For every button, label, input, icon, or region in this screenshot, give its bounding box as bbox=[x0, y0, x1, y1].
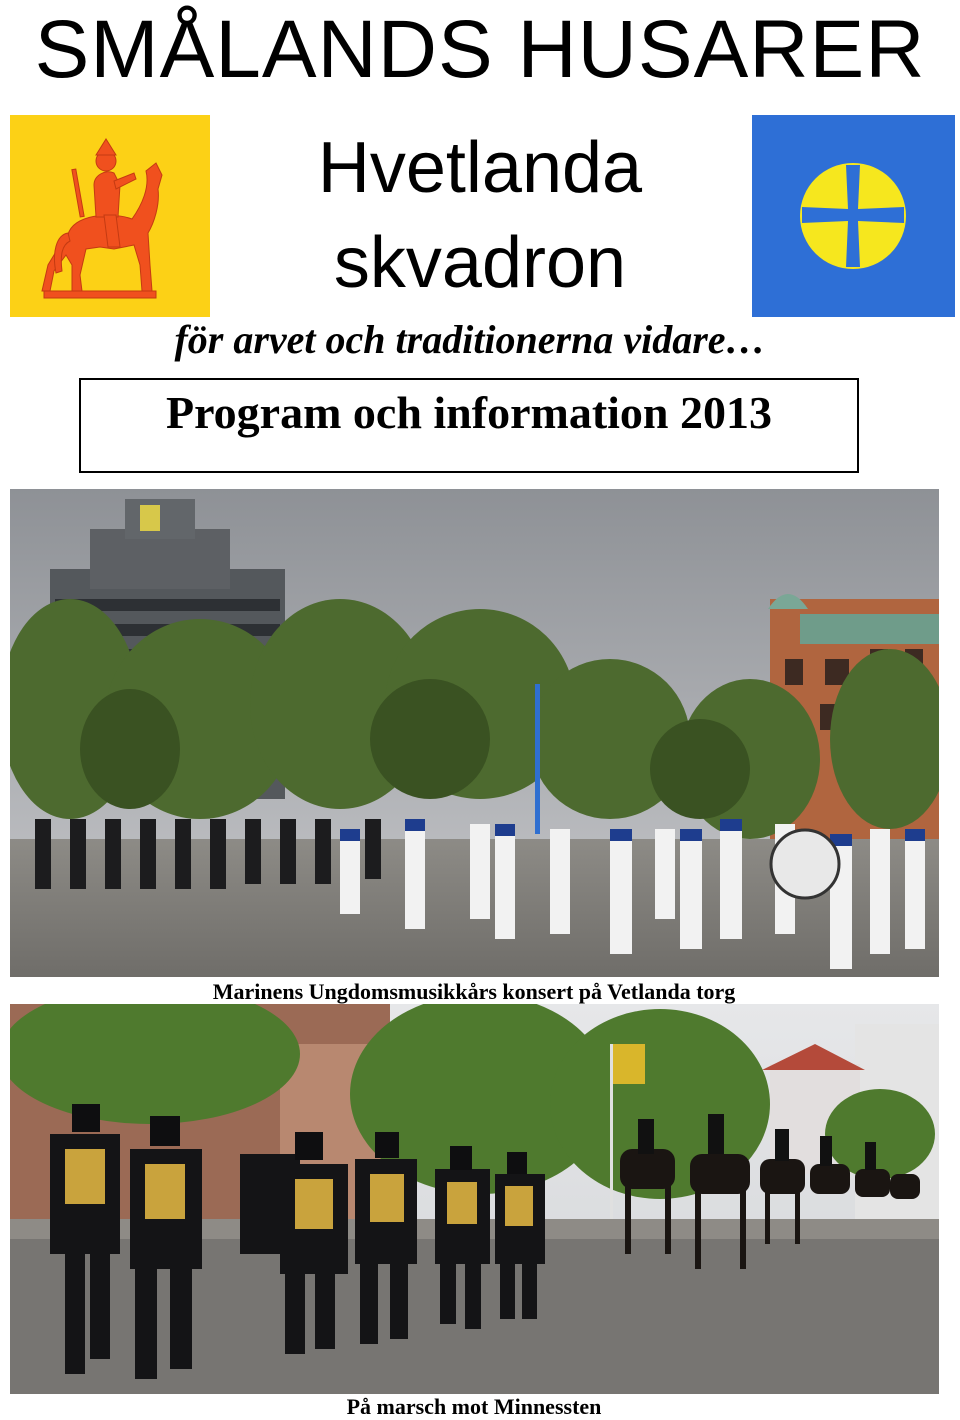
program-title: Program och information 2013 bbox=[165, 387, 773, 438]
motto: för arvet och traditionerna vidare… bbox=[174, 317, 766, 362]
march-caption: På marsch mot Minnessten bbox=[346, 1394, 602, 1419]
concert-photo bbox=[10, 489, 939, 977]
cross-emblem bbox=[752, 115, 955, 317]
concert-caption: Marinens Ungdomsmusikkårs konsert på Vetlanda torg bbox=[212, 979, 736, 1004]
squadron-name-line2: skvadron bbox=[333, 223, 627, 303]
squadron-name-line1: Hvetlanda bbox=[317, 128, 643, 208]
rider-emblem bbox=[10, 115, 210, 317]
main-title: SMÅLANDS HUSARER bbox=[34, 4, 926, 95]
march-photo bbox=[10, 1004, 939, 1394]
